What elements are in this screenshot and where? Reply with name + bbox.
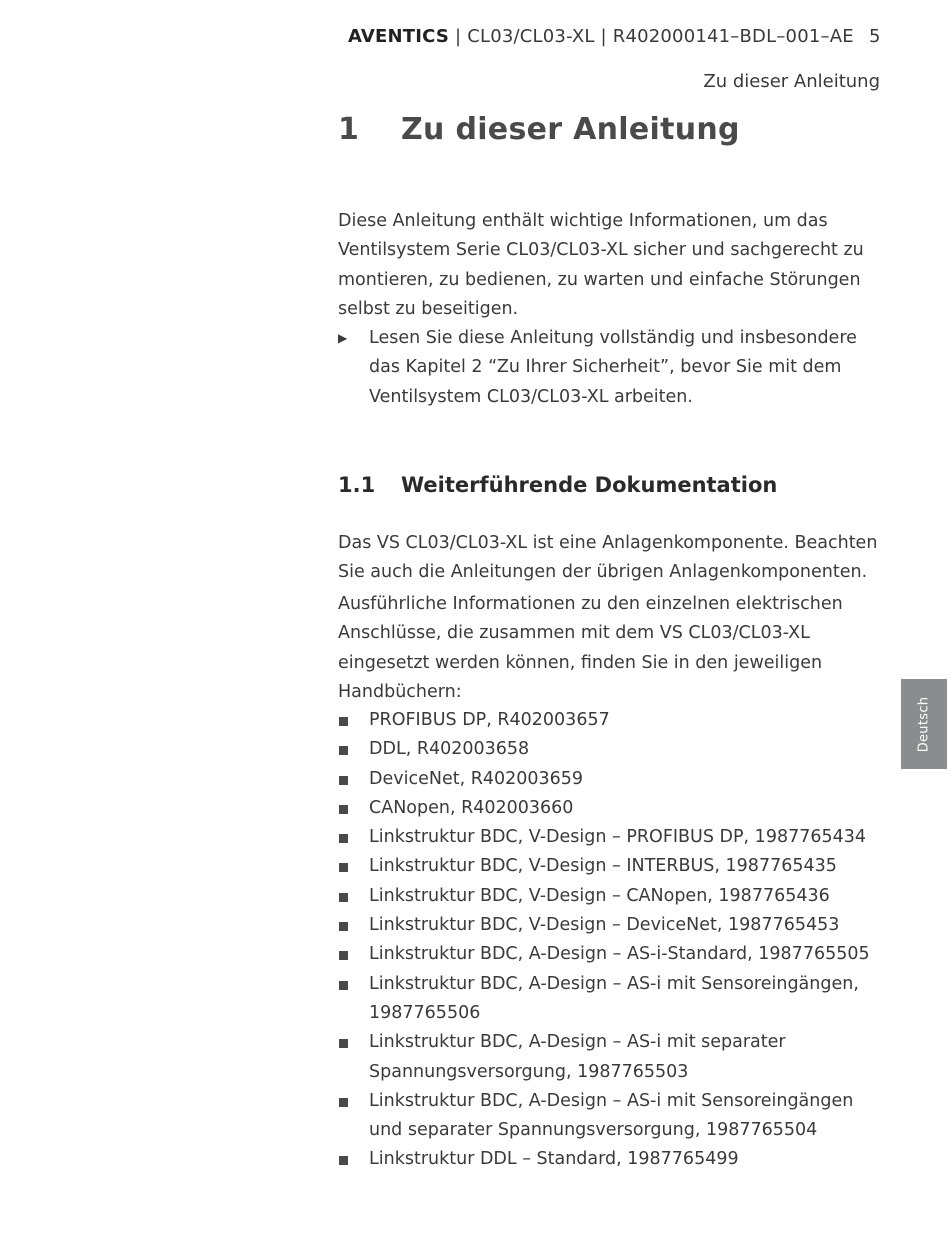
page-number: 5 xyxy=(869,26,881,47)
documentation-list xyxy=(338,706,883,1175)
list-item: Linkstruktur BDC, A-Design – AS-i mit separater Spannungsversorgung, 1987765503 xyxy=(338,1028,883,1087)
section-heading xyxy=(338,473,777,497)
list-item: DDL, R402003658 xyxy=(338,735,883,764)
square-bullet-icon xyxy=(339,951,348,960)
list-item: CANopen, R402003660 xyxy=(338,794,883,823)
section-number: 1.1 xyxy=(338,473,376,497)
language-tab xyxy=(901,679,947,769)
square-bullet-icon xyxy=(339,1098,348,1107)
language-tab-label: Deutsch xyxy=(916,696,932,752)
square-bullet-icon xyxy=(339,1039,348,1048)
triangle-bullet-icon: ▶ xyxy=(338,331,348,345)
list-item: Linkstruktur BDC, V-Design – CANopen, 1987765436 xyxy=(338,882,883,911)
list-item: Linkstruktur DDL – Standard, 1987765499 xyxy=(338,1145,883,1174)
list-item: Linkstruktur BDC, V-Design – INTERBUS, 1987765435 xyxy=(338,852,883,881)
list-item: Linkstruktur BDC, A-Design – AS-i mit Sensoreingängen und separater Spannungsversorgung, 1987765504 xyxy=(338,1087,883,1146)
chapter-title: Zu dieser Anleitung xyxy=(401,112,740,147)
instruction-text: Lesen Sie diese Anleitung vollständig und insbesondere das Kapitel 2 “Zu Ihrer Sicherheit”, bevor Sie mit dem Ventilsystem CL03/CL03-XL arbeiten. xyxy=(369,328,857,407)
list-item: Linkstruktur BDC, V-Design – DeviceNet, 1987765453 xyxy=(338,911,883,940)
list-item: PROFIBUS DP, R402003657 xyxy=(338,706,883,735)
square-bullet-icon xyxy=(339,863,348,872)
square-bullet-icon xyxy=(339,922,348,931)
intro-paragraph: Diese Anleitung enthält wichtige Informationen, um das Ventilsystem Serie CL03/CL03-XL sicher und sachgerecht zu montieren, zu bedienen, zu warten und einfache Störungen selbst zu beseitigen. xyxy=(338,211,864,319)
square-bullet-icon xyxy=(339,776,348,785)
square-bullet-icon xyxy=(339,746,348,755)
section-paragraph-2: Ausführliche Informationen zu den einzelnen elektrischen Anschlüsse, die zusammen mit dem VS CL03/CL03-XL eingesetzt werden können, finden Sie in den jeweiligen Handbüchern: xyxy=(338,594,843,702)
list-item: Linkstruktur BDC, V-Design – PROFIBUS DP, 1987765434 xyxy=(338,823,883,852)
running-header xyxy=(348,26,854,47)
chapter-number: 1 xyxy=(338,112,360,147)
list-item: Linkstruktur BDC, A-Design – AS-i-Standard, 1987765505 xyxy=(338,940,883,969)
square-bullet-icon xyxy=(339,893,348,902)
square-bullet-icon xyxy=(339,805,348,814)
section-paragraph-1: Das VS CL03/CL03-XL ist eine Anlagenkomponente. Beachten Sie auch die Anleitungen der übrigen Anlagenkomponenten. xyxy=(338,533,878,583)
instruction-step xyxy=(338,324,883,412)
list-item: Linkstruktur BDC, A-Design – AS-i mit Sensoreingängen, 1987765506 xyxy=(338,970,883,1029)
brand-name: AVENTICS xyxy=(348,26,450,47)
list-item: DeviceNet, R402003659 xyxy=(338,765,883,794)
chapter-heading xyxy=(338,112,740,147)
document-id: | CL03/CL03-XL | R402000141–BDL–001–AE xyxy=(449,26,854,47)
square-bullet-icon xyxy=(339,834,348,843)
square-bullet-icon xyxy=(339,981,348,990)
running-section-title: Zu dieser Anleitung xyxy=(703,71,880,92)
square-bullet-icon xyxy=(339,717,348,726)
section-title: Weiterführende Dokumentation xyxy=(401,473,778,497)
square-bullet-icon xyxy=(339,1156,348,1165)
